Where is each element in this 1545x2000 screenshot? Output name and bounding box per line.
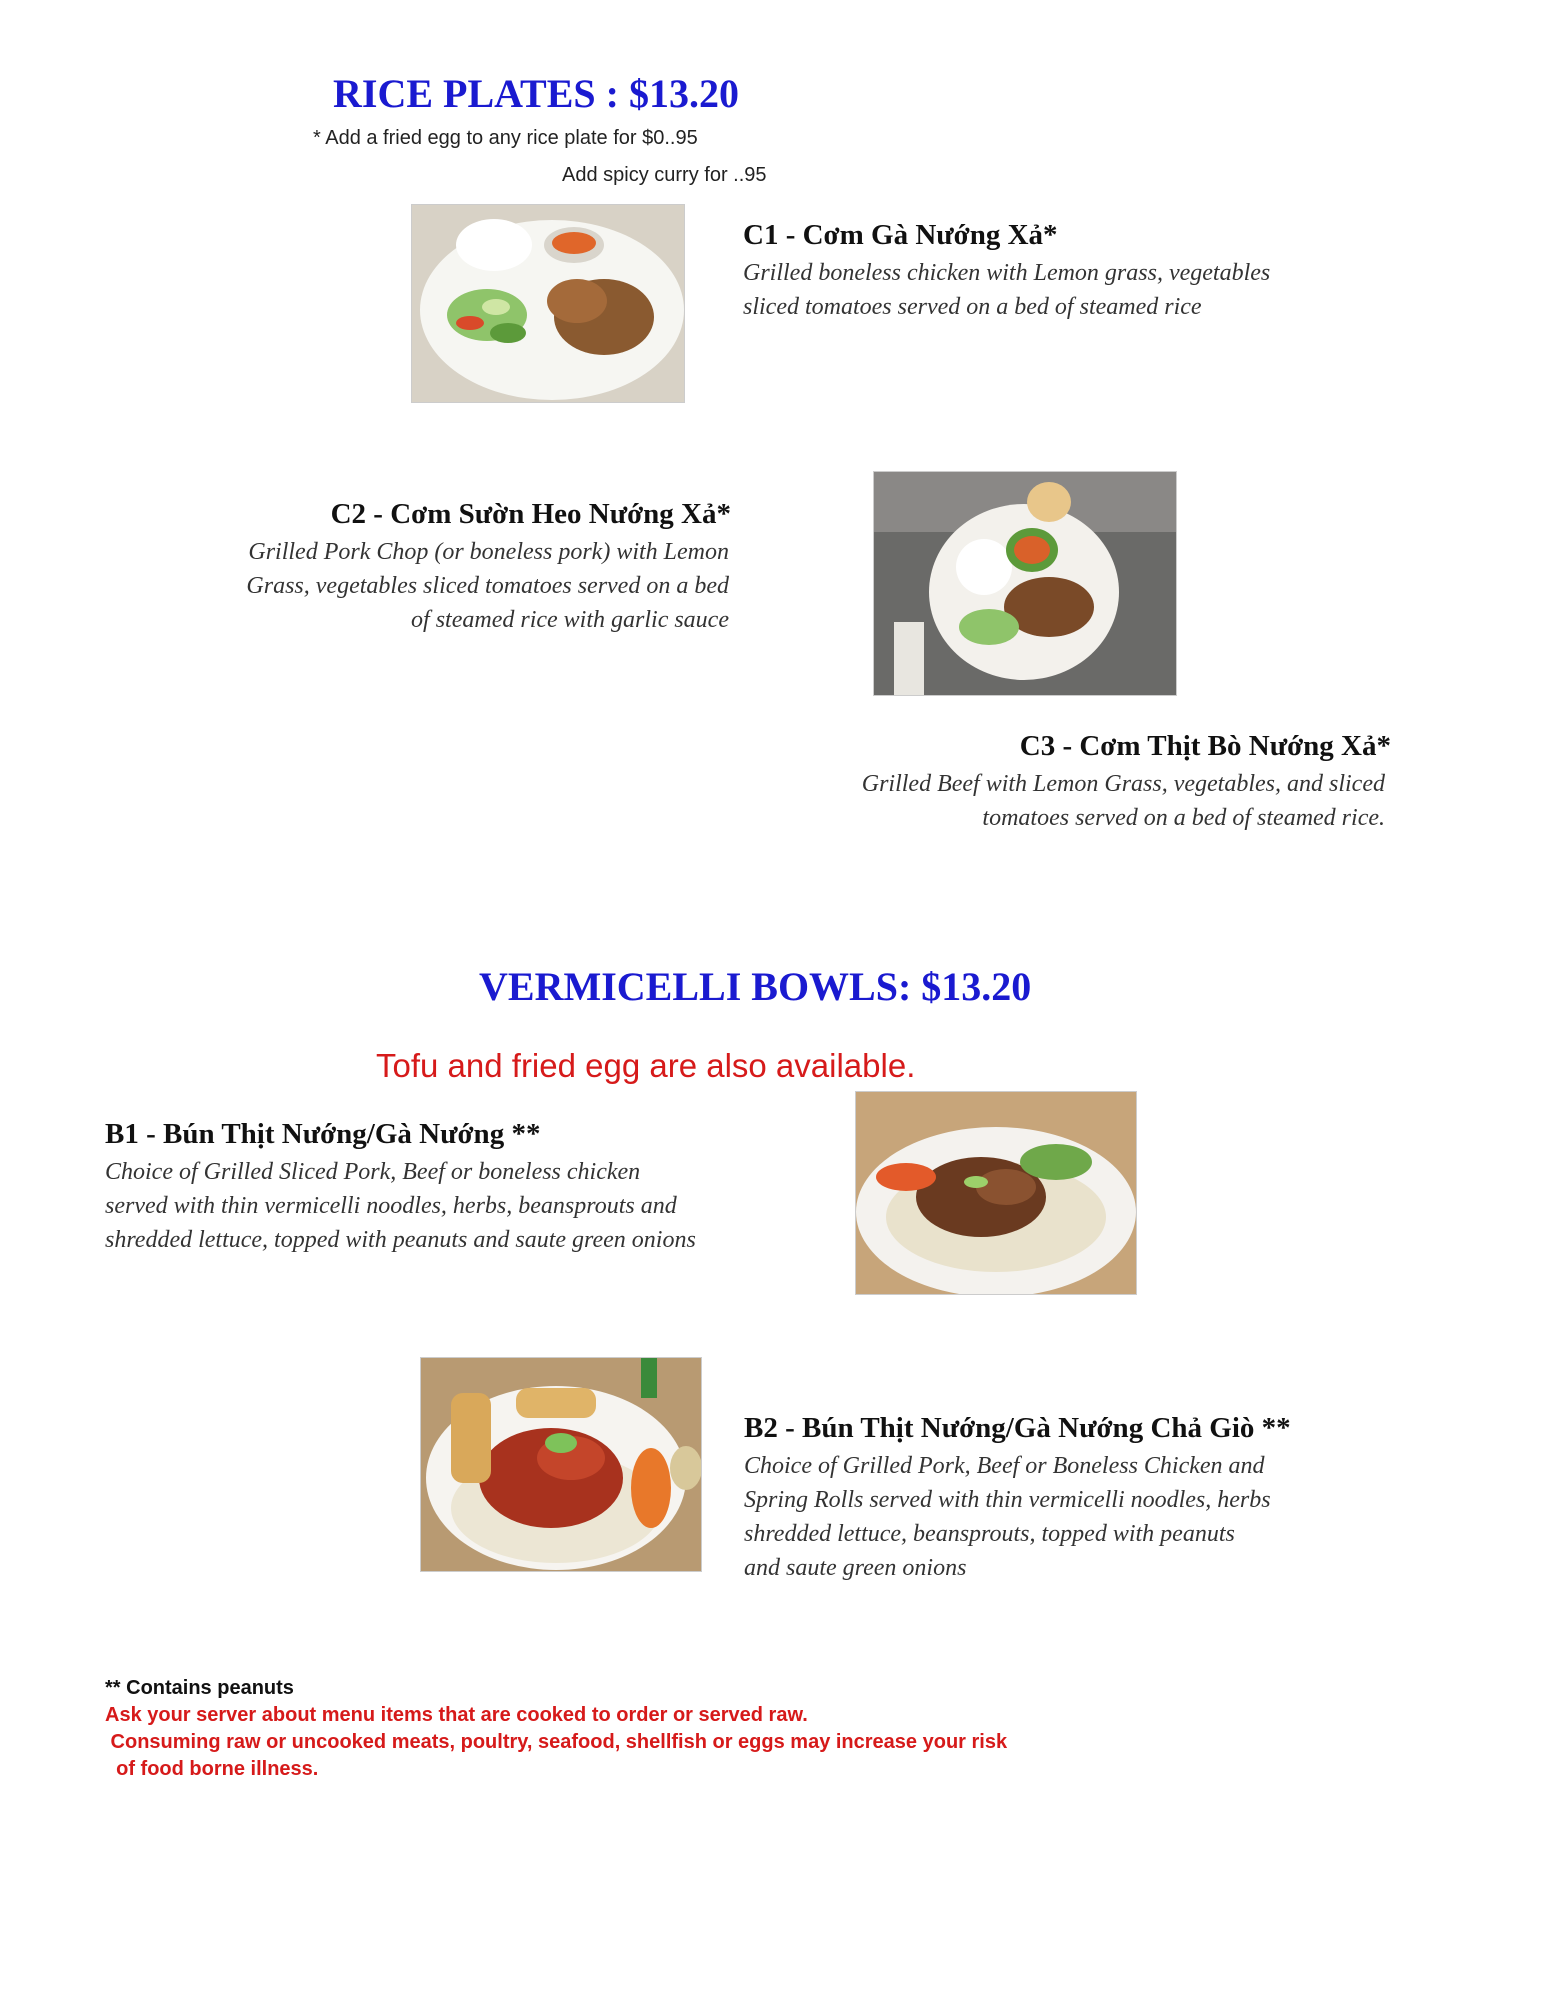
c3-description: Grilled Beef with Lemon Grass, vegetables, and sliced tomatoes served on a bed of steamed rice.: [861, 771, 1385, 831]
b1-food-photo: [855, 1091, 1137, 1295]
b2-food-photo: [420, 1357, 702, 1572]
warning-line-1: Ask your server about menu items that are cooked to order or served raw.: [105, 1704, 808, 1726]
c2-description: Grilled Pork Chop (or boneless pork) with Lemon Grass, vegetables sliced tomatoes served on a bed of steamed rice with garlic sauce: [246, 539, 729, 633]
c1-description: Grilled boneless chicken with Lemon grass, vegetables sliced tomatoes served on a bed of steamed rice: [743, 260, 1271, 320]
c1-food-photo: [411, 204, 685, 403]
b2-description: Choice of Grilled Pork, Beef or Boneless Chicken and Spring Rolls served with thin vermicelli noodles, herbs shredded lettuce, beansprouts, topped with peanuts and saute green onions: [744, 1453, 1271, 1581]
spicy-curry-note: Add spicy curry for ..95: [562, 164, 767, 186]
vermicelli-bowls-heading: VERMICELLI BOWLS: $13.20: [479, 964, 1032, 1009]
warning-line-3: of food borne illness.: [105, 1758, 319, 1780]
c2-food-photo: [873, 471, 1177, 696]
c2-title: C2 - Cơm Sườn Heo Nướng Xả*: [330, 498, 731, 530]
b1-description: Choice of Grilled Sliced Pork, Beef or boneless chicken served with thin vermicelli noodles, herbs, beansprouts and shredded lettuce, topped with peanuts and saute green onions: [105, 1159, 696, 1253]
rice-plates-heading: RICE PLATES : $13.20: [333, 71, 739, 116]
c3-title: C3 - Cơm Thịt Bò Nướng Xả*: [1019, 730, 1391, 762]
b2-title: B2 - Bún Thịt Nướng/Gà Nướng Chả Giò **: [744, 1412, 1291, 1444]
c1-title: C1 - Cơm Gà Nướng Xả*: [743, 219, 1058, 251]
tofu-egg-note: Tofu and fried egg are also available.: [376, 1047, 916, 1084]
warning-line-2: Consuming raw or uncooked meats, poultry, seafood, shellfish or eggs may increase your risk: [105, 1731, 1008, 1753]
footer-notes: [105, 1675, 1007, 1783]
fried-egg-note: * Add a fried egg to any rice plate for $0..95: [313, 127, 698, 149]
b1-title: B1 - Bún Thịt Nướng/Gà Nướng **: [105, 1118, 541, 1150]
contains-peanuts-note: ** Contains peanuts: [105, 1677, 294, 1699]
